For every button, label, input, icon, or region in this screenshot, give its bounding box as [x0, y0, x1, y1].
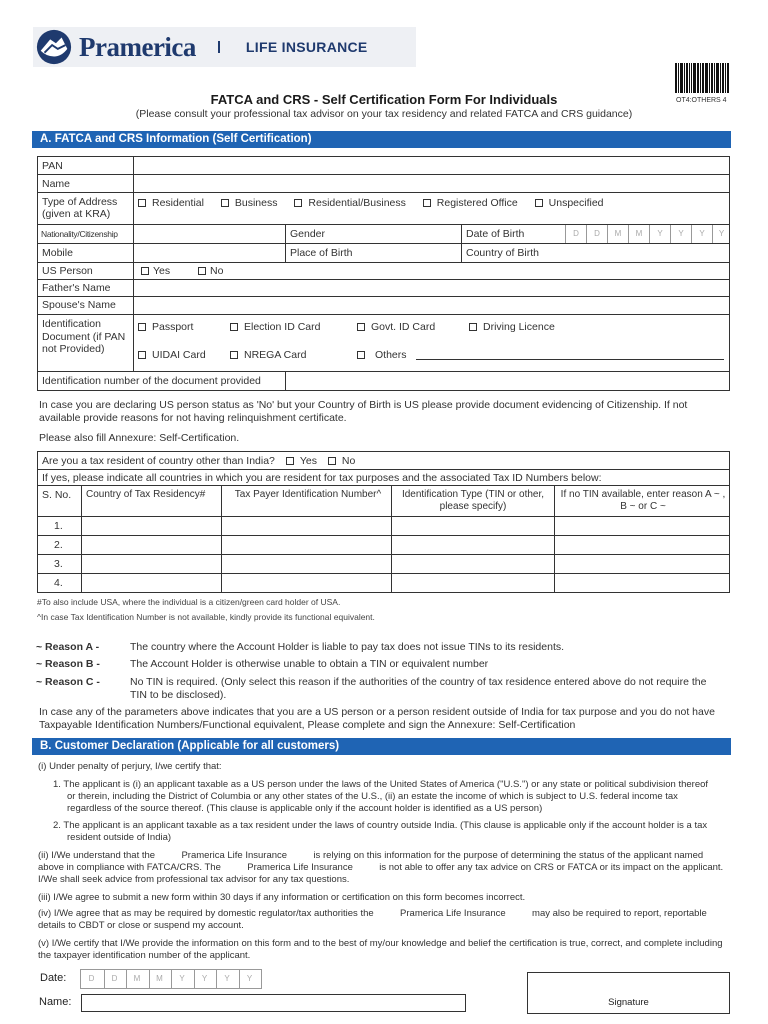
id-option-passport[interactable]: Passport: [138, 321, 193, 333]
checkbox-registered-office[interactable]: Registered Office: [423, 197, 518, 209]
reason-a-label: ~ Reason A -: [36, 641, 100, 653]
nationality-label: Nationality/Citizenship: [41, 229, 118, 239]
table-row-number: 4.: [54, 577, 63, 589]
col-country: Country of Tax Residency#: [86, 489, 206, 500]
brand-name: Pramerica: [79, 31, 196, 62]
dob-digit[interactable]: D: [586, 225, 607, 243]
date-digit[interactable]: D: [88, 974, 95, 983]
id-option-driving[interactable]: Driving Licence: [469, 321, 555, 333]
page-title: FATCA and CRS - Self Certification Form For Individuals: [210, 92, 558, 107]
declaration-i-2: 2. The applicant is an applicant taxable as a tax resident under the laws of country outside India. (This clause is applicable only if the account holder is a tax resident outside of India): [53, 820, 708, 843]
dob-digit[interactable]: M: [628, 225, 649, 243]
declaration-iii: (iii) I/We agree to submit a new form within 30 days if any information or certification on this form becomes incorrect.: [38, 892, 526, 903]
checkbox-tax-yes[interactable]: Yes: [286, 455, 317, 467]
id-number-label: Identification number of the document provided: [42, 375, 261, 387]
mobile-label: Mobile: [42, 247, 73, 259]
col-reason: If no TIN available, enter reason A ~ , B ~ or C ~: [560, 489, 726, 512]
reason-a-text: The country where the Account Holder is liable to pay tax does not issue TINs to its residents.: [130, 641, 565, 653]
checkbox-business[interactable]: Business: [221, 197, 278, 209]
id-document-label: Identification Document (if PAN not Provided): [42, 318, 126, 355]
table-row-number: 2.: [54, 539, 63, 551]
id-option-election[interactable]: Election ID Card: [230, 321, 320, 333]
id-option-govt[interactable]: Govt. ID Card: [357, 321, 435, 333]
date-digit[interactable]: Y: [171, 970, 192, 988]
name-input[interactable]: [134, 175, 730, 193]
reason-b-label: ~ Reason B -: [36, 658, 100, 670]
date-label: Date:: [40, 972, 67, 984]
others-line[interactable]: [416, 359, 724, 360]
footnote-hash: #To also include USA, where the individual is a citizen/green card holder of USA.: [37, 597, 341, 607]
pan-input[interactable]: [134, 157, 730, 175]
brand-logo-bar: [33, 27, 416, 67]
barcode: [675, 63, 733, 93]
declaration-i-1: 1. The applicant is (i) an applicant taxable as a US person under the laws of the United States of America ("U.S.") or any state or political subdivision thereof or therein, including the District of Columbia or any other states of the U.S., (ii) an estate the income of which is subject to U.S. federal income tax regardless of the source thereof. (This clause is applicable only if the account holder is identified as a US person): [53, 779, 709, 814]
dob-digit[interactable]: M: [607, 225, 628, 243]
date-digit[interactable]: Y: [194, 970, 215, 988]
reason-c-label: ~ Reason C -: [36, 676, 100, 688]
date-digit[interactable]: M: [149, 970, 170, 988]
declaration-iv: (iv) I/We agree that as may be required by domestic regulator/tax authorities the Pramerica Life Insurance may also be required to report, reportable details to CBDT or close or suspend my account.: [38, 908, 710, 931]
pan-label: PAN: [42, 160, 63, 172]
declaration-i: (i) Under penalty of perjury, I/we certify that:: [38, 761, 222, 772]
checkbox-tax-no[interactable]: No: [328, 455, 355, 467]
country-of-birth-label: Country of Birth: [466, 247, 539, 259]
date-digit[interactable]: Y: [239, 970, 260, 988]
name-label-b: Name:: [39, 996, 72, 1008]
spouses-name-label: Spouse's Name: [42, 299, 116, 311]
declaration-v: (v) I/We certify that I/We provide the information on this form and to the best of my/our knowledge and belief the certification is true, correct, and complete including the taxpayer identification number of the applicant.: [38, 938, 723, 961]
date-digit[interactable]: D: [104, 970, 125, 988]
signature-label: Signature: [608, 997, 649, 1008]
table-row-number: 1.: [54, 520, 63, 532]
date-digit[interactable]: M: [126, 970, 147, 988]
col-sno: S. No.: [42, 489, 72, 501]
col-tin: Tax Payer Identification Number^: [234, 489, 382, 500]
product-name: LIFE INSURANCE: [245, 39, 368, 55]
checkbox-us-yes[interactable]: Yes: [141, 265, 170, 277]
us-person-note: In case you are declaring US person status as 'No' but your Country of Birth is US please provide document evidencing of Citizenship. If not available provide reasons for not having relinquishment certificate.: [39, 399, 688, 424]
reason-b-text: The Account Holder is otherwise unable to obtain a TIN or equivalent number: [130, 658, 489, 670]
us-person-label: US Person: [42, 265, 93, 277]
tax-resident-question: Are you a tax resident of country other than India? Yes No: [42, 455, 356, 467]
address-type-options: [138, 197, 604, 209]
fathers-name-label: Father's Name: [42, 282, 111, 294]
form-code: OT4:OTHERS 4: [676, 97, 727, 104]
fatca-info-grid: [37, 156, 730, 391]
tax-residency-table: [37, 451, 730, 593]
id-option-uidai[interactable]: UIDAI Card: [138, 349, 206, 361]
date-digit[interactable]: Y: [216, 970, 237, 988]
section-a-heading: A. FATCA and CRS Information (Self Certification): [32, 131, 731, 148]
checkbox-residential-business[interactable]: Residential/Business: [294, 197, 405, 209]
address-type-label: Type of Address (given at KRA): [42, 196, 118, 220]
checkbox-us-no[interactable]: No: [198, 265, 223, 277]
col-id-type: Identification Type (TIN or other, please specify): [401, 489, 545, 512]
dob-digit[interactable]: Y: [691, 225, 712, 243]
name-label: Name: [42, 178, 71, 190]
declaration-ii: (ii) I/We understand that the Pramerica Life Insurance is relying on this information for the purpose of determining the status of the applicant named above in compliance with FATCA/CRS. The Pramerica Life Insurance is not able to offer any tax advice on CRS or FATCA or its impact on the applicant. I/We shall seek advice from professional tax advisor for any tax questions.: [38, 850, 726, 885]
dob-digit[interactable]: D: [565, 225, 586, 243]
checkbox-residential[interactable]: Residential: [138, 197, 204, 209]
table-row-number: 3.: [54, 558, 63, 570]
place-of-birth-label: Place of Birth: [290, 247, 353, 259]
logo-divider: [218, 41, 220, 53]
reason-c-text: No TIN is required. (Only select this reason if the authorities of the country of tax residence entered above do not require the TIN to be disclosed).: [130, 676, 707, 701]
dob-digit[interactable]: Y: [712, 225, 730, 243]
gender-label: Gender: [290, 228, 326, 240]
checkbox-unspecified[interactable]: Unspecified: [535, 197, 604, 209]
id-option-nrega[interactable]: NREGA Card: [230, 349, 306, 361]
date-input[interactable]: [80, 969, 262, 989]
annexure-note: Please also fill Annexure: Self-Certification.: [39, 432, 240, 444]
tax-residency-instruction: If yes, please indicate all countries in which you are resident for tax purposes and the associated Tax ID Numbers below:: [42, 472, 602, 484]
name-input-b[interactable]: [81, 994, 466, 1012]
footnote-caret: ^In case Tax Identification Number is not available, kindly provide its functional equivalent.: [37, 612, 375, 622]
rock-logo-icon: [35, 28, 73, 66]
section-b-heading: B. Customer Declaration (Applicable for all customers): [32, 738, 731, 755]
dob-digit[interactable]: Y: [670, 225, 691, 243]
dob-digit[interactable]: Y: [649, 225, 670, 243]
dob-label: Date of Birth: [466, 228, 525, 240]
id-option-others[interactable]: Others: [357, 349, 407, 361]
page-subtitle: (Please consult your professional tax advisor on your tax residency and related FATCA and CRS guidance): [135, 108, 633, 120]
us-indicia-note: In case any of the parameters above indicates that you are a US person or a person resident outside of India for tax purpose and you do not have Taxpayable Identification Numbers/Functional equivalent, Please complete and sign the Annexure: Self-Certification: [39, 706, 715, 731]
